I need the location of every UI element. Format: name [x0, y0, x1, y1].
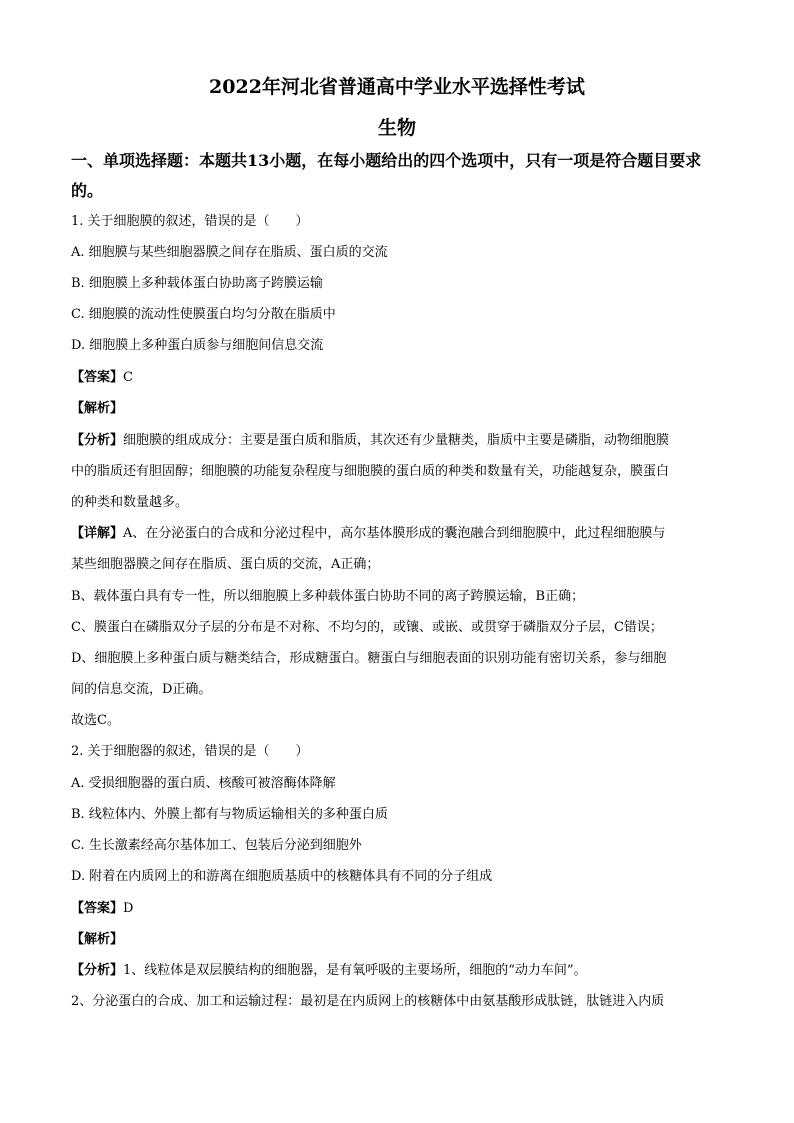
question-1-answer — [71, 369, 133, 387]
question-1-detail-line — [71, 525, 665, 543]
answer-tag: 【答案】 — [71, 901, 124, 916]
question-1-stem: 1. 关于细胞膜的叙述，错误的是（ ） — [71, 214, 309, 229]
question-1-option-a: A. 细胞膜与某些细胞器膜之间存在脂质、蛋白质的交流 — [71, 245, 388, 260]
answer-value: D — [123, 901, 134, 916]
fenxi-tag: 【分析】 — [71, 433, 124, 448]
question-1-detail-line: 间的信息交流，D正确。 — [71, 682, 212, 697]
question-1-option-c: C. 细胞膜的流动性使膜蛋白均匀分散在脂质中 — [71, 307, 336, 322]
analysis-tag: 【解析】 — [71, 932, 124, 947]
answer-value: C — [123, 370, 133, 385]
fenxi-text: 细胞膜的组成成分：主要是蛋白质和脂质，其次还有少量糖类，脂质中主要是磷脂，动物细胞膜 — [123, 433, 670, 448]
detail-text: A、在分泌蛋白的合成和分泌过程中，高尔基体膜形成的囊泡融合到细胞膜中，此过程细胞膜与 — [123, 526, 666, 541]
question-2-option-b: B. 线粒体内、外膜上都有与物质运输相关的多种蛋白质 — [71, 807, 388, 822]
question-2-option-d: D. 附着在内质网上的和游离在细胞质基质中的核糖体具有不同的分子组成 — [71, 869, 493, 884]
question-1-fenxi-line: 中的脂质还有胆固醇；细胞膜的功能复杂程度与细胞膜的蛋白质的种类和数量有关，功能越复杂，膜蛋白 — [71, 464, 670, 479]
question-1-option-d: D. 细胞膜上多种蛋白质参与细胞间信息交流 — [71, 338, 324, 353]
fenxi-tag: 【分析】 — [71, 963, 124, 978]
analysis-tag: 【解析】 — [71, 401, 124, 416]
section-heading — [71, 146, 731, 206]
question-1-option-b: B. 细胞膜上多种载体蛋白协助离子跨膜运输 — [71, 276, 323, 291]
question-1-detail-line: B、载体蛋白具有专一性，所以细胞膜上多种载体蛋白协助不同的离子跨膜运输，B正确； — [71, 589, 585, 604]
question-2-answer — [71, 900, 133, 918]
question-1-fenxi-line — [71, 432, 669, 450]
question-2-option-a: A. 受损细胞器的蛋白质、核酸可被溶酶体降解 — [71, 776, 336, 791]
section-heading-line: 一、单项选择题：本题共13小题，在每小题给出的四个选项中，只有一项是符合题目要求 — [71, 151, 702, 170]
subject-title: 生物 — [377, 117, 416, 139]
question-2-stem: 2. 关于细胞器的叙述，错误的是（ ） — [71, 744, 309, 759]
exam-title: 2022年河北省普通高中学业水平选择性考试 — [209, 76, 585, 98]
question-1-detail-line: 某些细胞器膜之间存在脂质、蛋白质的交流，A正确； — [71, 557, 380, 572]
question-1-conclusion: 故选C。 — [71, 713, 120, 728]
answer-tag: 【答案】 — [71, 370, 124, 385]
question-1-analysis-tag — [71, 400, 123, 418]
question-2-option-c: C. 生长激素经高尔基体加工、包装后分泌到细胞外 — [71, 838, 362, 853]
question-2-analysis-tag — [71, 931, 123, 949]
section-heading-line: 的。 — [71, 181, 104, 200]
question-1-fenxi-line: 的种类和数量越多。 — [71, 495, 189, 510]
question-1-detail-line: C、膜蛋白在磷脂双分子层的分布是不对称、不均匀的，或镶、或嵌、或贯穿于磷脂双分子层，C错误； — [71, 620, 663, 635]
question-1-detail-line: D、细胞膜上多种蛋白质与糖类结合，形成糖蛋白。糖蛋白与细胞表面的识别功能有密切关系，参与细胞 — [71, 651, 667, 666]
question-2-fenxi-line: 2、分泌蛋白的合成、加工和运输过程：最初是在内质网上的核糖体中由氨基酸形成肽链，肽链进入内质 — [71, 994, 665, 1009]
fenxi-text: 1、线粒体是双层膜结构的细胞器，是有氧呼吸的主要场所，细胞的“动力车间”。 — [123, 963, 587, 978]
question-2-fenxi-line — [71, 962, 587, 980]
xiangjie-tag: 【详解】 — [71, 526, 124, 541]
